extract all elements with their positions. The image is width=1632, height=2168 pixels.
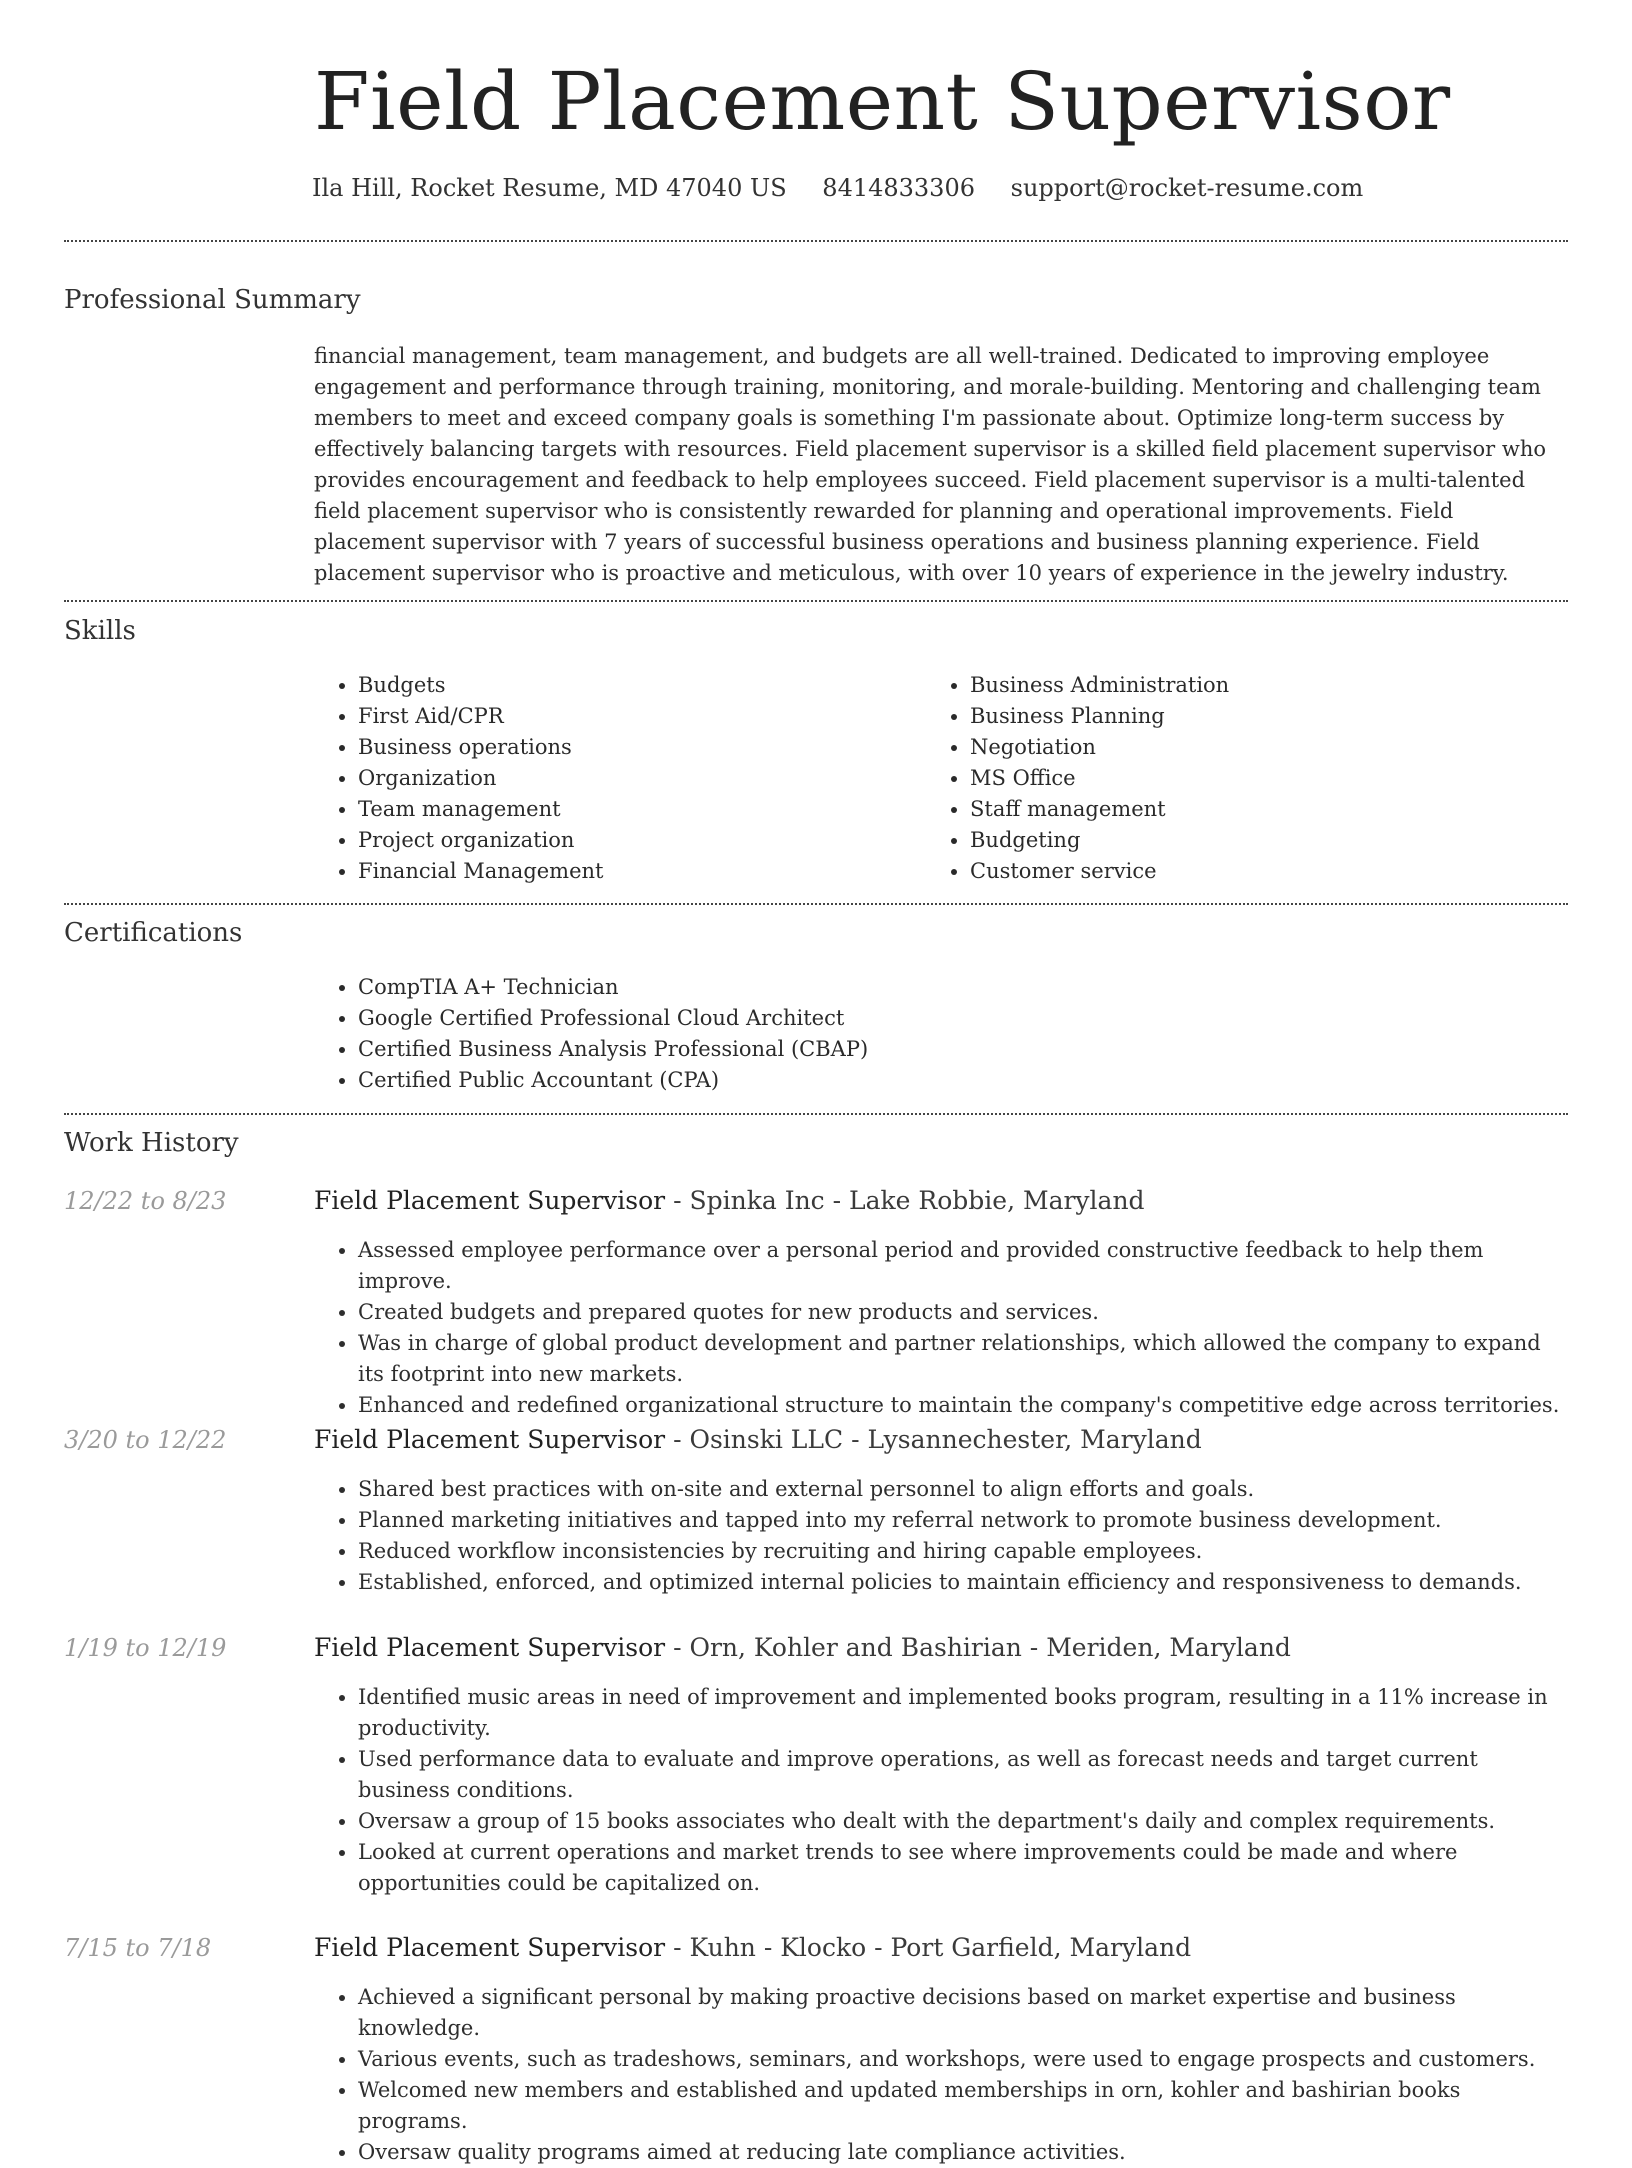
job-employer-location: - Kuhn - Klocko - Port Garfield, Maryland — [665, 1933, 1192, 1962]
job-bullet: • Achieved a significant personal by making proactive decisions based on market expertise and business knowledge. — [358, 1982, 1568, 2044]
job-bullet: • Welcomed new members and established and updated memberships in orn, kohler and bashirian books programs. — [358, 2075, 1568, 2137]
job-bullet: • Planned marketing initiatives and tapped into my referral network to promote business development. — [358, 1505, 1568, 1536]
certification-item: • Certified Business Analysis Professional (CBAP) — [358, 1034, 1314, 1065]
skill-item: • Budgets — [358, 670, 914, 701]
job-bullet: • Oversaw quality programs aimed at reducing late compliance activities. — [358, 2137, 1568, 2168]
section-title-summary: Professional Summary — [64, 285, 361, 315]
job-bullet: • Used performance data to evaluate and improve operations, as well as forecast needs and target current business conditions. — [358, 1744, 1568, 1806]
contact-phone: 8414833306 — [822, 174, 975, 202]
job-dates: 3/20 to 12/22 — [64, 1426, 227, 1454]
job-employer-location: - Osinski LLC - Lysannechester, Maryland — [665, 1425, 1202, 1454]
skill-item: • Negotiation — [970, 732, 1526, 763]
skills-list-right — [926, 670, 1526, 887]
skill-item: • Project organization — [358, 825, 914, 856]
divider — [64, 600, 1568, 602]
divider — [64, 903, 1568, 905]
skill-item: • Business Administration — [970, 670, 1526, 701]
job-dates: 7/15 to 7/18 — [64, 1934, 212, 1962]
job-bullet: • Established, enforced, and optimized internal policies to maintain efficiency and responsiveness to demands. — [358, 1567, 1568, 1598]
job-bullets — [314, 1982, 1568, 2168]
job-role: Field Placement Supervisor — [314, 1933, 666, 1962]
job-dates: 12/22 to 8/23 — [64, 1187, 227, 1215]
contact-email: support@rocket-resume.com — [1010, 174, 1364, 202]
job-bullet: • Oversaw a group of 15 books associates who dealt with the department's daily and complex requirements. — [358, 1806, 1568, 1837]
section-title-work-history: Work History — [64, 1128, 239, 1158]
job-bullet: • Was in charge of global product development and partner relationships, which allowed the company to expand its footprint into new markets. — [358, 1328, 1568, 1390]
job-role: Field Placement Supervisor — [314, 1633, 666, 1662]
section-title-certifications: Certifications — [64, 918, 243, 948]
job-bullet: • Shared best practices with on-site and external personnel to align efforts and goals. — [358, 1474, 1568, 1505]
job-role: Field Placement Supervisor — [314, 1425, 666, 1454]
skill-item: • First Aid/CPR — [358, 701, 914, 732]
certification-item: • Google Certified Professional Cloud Architect — [358, 1003, 1314, 1034]
job-bullet: • Looked at current operations and market trends to see where improvements could be made and where opportunities could be capitalized on. — [358, 1837, 1568, 1899]
summary-text: financial management, team management, and budgets are all well-trained. Dedicated to improving employee engagement and performance through training, monitoring, and morale-building. Mentoring and challenging team members to meet and exceed company goals is something I'm passionate about. Optimize long-term success by effectively balancing targets with resources. Field placement supervisor is a skilled field placement supervisor who provides encouragement and feedback to help employees succeed. Field placement supervisor is a multi-talented field placement supervisor who is consistently rewarded for planning and operational improvements. Field placement supervisor with 7 years of successful business operations and business planning experience. Field placement supervisor who is proactive and meticulous, with over 10 years of experience in the jewelry industry. — [314, 344, 1547, 585]
contact-address: Ila Hill, Rocket Resume, MD 47040 US — [312, 174, 787, 202]
skill-item: • Financial Management — [358, 856, 914, 887]
divider — [64, 1113, 1568, 1115]
skill-item: • Budgeting — [970, 825, 1526, 856]
job-bullets — [314, 1682, 1568, 1899]
job-employer-location: - Spinka Inc - Lake Robbie, Maryland — [665, 1186, 1145, 1215]
job-heading — [314, 1185, 1145, 1217]
skill-item: • Business Planning — [970, 701, 1526, 732]
skill-item: • MS Office — [970, 763, 1526, 794]
contact-line — [312, 172, 1391, 204]
skill-item: • Business operations — [358, 732, 914, 763]
resume-name: Field Placement Supervisor — [314, 55, 1451, 148]
job-heading — [314, 1632, 1291, 1664]
skill-item: • Organization — [358, 763, 914, 794]
job-bullet: • Assessed employee performance over a personal period and provided constructive feedback to help them improve. — [358, 1235, 1568, 1297]
skill-item: • Team management — [358, 794, 914, 825]
job-bullet: • Various events, such as tradeshows, seminars, and workshops, were used to engage prospects and customers. — [358, 2044, 1568, 2075]
section-title-skills: Skills — [64, 616, 136, 646]
certification-item: • CompTIA A+ Technician — [358, 972, 1314, 1003]
job-heading — [314, 1932, 1191, 1964]
job-dates: 1/19 to 12/19 — [64, 1634, 227, 1662]
job-bullet: • Enhanced and redefined organizational structure to maintain the company's competitive edge across territories. — [358, 1390, 1568, 1421]
job-heading — [314, 1424, 1202, 1456]
job-bullets — [314, 1235, 1568, 1421]
skill-item: • Customer service — [970, 856, 1526, 887]
job-bullet: • Reduced workflow inconsistencies by recruiting and hiring capable employees. — [358, 1536, 1568, 1567]
divider — [64, 240, 1568, 242]
certifications-list — [314, 972, 1314, 1096]
job-employer-location: - Orn, Kohler and Bashirian - Meriden, Maryland — [665, 1633, 1291, 1662]
job-bullets — [314, 1474, 1568, 1598]
skill-item: • Staff management — [970, 794, 1526, 825]
skills-list-left — [314, 670, 914, 887]
certification-item: • Certified Public Accountant (CPA) — [358, 1065, 1314, 1096]
job-bullet: • Created budgets and prepared quotes for new products and services. — [358, 1297, 1568, 1328]
job-bullet: • Identified music areas in need of improvement and implemented books program, resulting in a 11% increase in productivity. — [358, 1682, 1568, 1744]
job-role: Field Placement Supervisor — [314, 1186, 666, 1215]
